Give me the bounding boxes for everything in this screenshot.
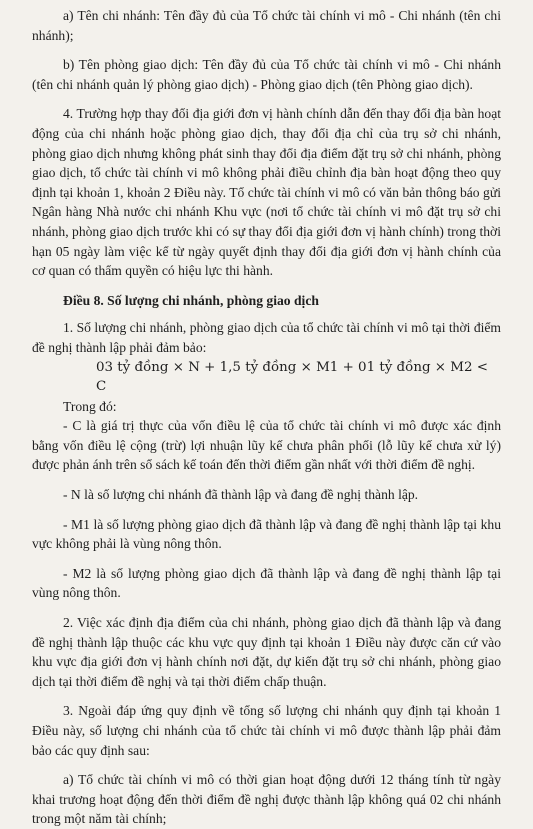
definition-c: - C là giá trị thực của vốn điều lệ của tổ chức tài chính vi mô được xác định bằng vốn điều lệ cộng (trừ) lợi nhuận lũy kế chưa phân phối (lỗ lũy kế chưa xử lý) được phản ánh trên sổ sách kế toán đến thời điểm gần nhất với thời điểm đề nghị. bbox=[32, 418, 501, 473]
paragraph-clause-1-intro: 1. Số lượng chi nhánh, phòng giao dịch của tổ chức tài chính vi mô tại thời điểm đề nghị thành lập phải đảm bảo: bbox=[32, 320, 501, 355]
paragraph-clause-3a: a) Tổ chức tài chính vi mô có thời gian hoạt động dưới 12 tháng tính từ ngày khai trương hoạt động đến thời điểm đề nghị được thành lập không quá 02 chi nhánh trong một năm tài chính; bbox=[32, 772, 501, 827]
paragraph-branch-name: a) Tên chi nhánh: Tên đầy đủ của Tổ chức tài chính vi mô - Chi nhánh (tên chi nhánh); bbox=[32, 8, 501, 43]
definition-m1: - M1 là số lượng phòng giao dịch đã thành lập và đang đề nghị thành lập tại khu vực không phải là vùng nông thôn. bbox=[32, 516, 501, 552]
definition-m2: - M2 là số lượng phòng giao dịch đã thành lập và đang đề nghị thành lập tại vùng nông thôn. bbox=[32, 565, 501, 601]
paragraph-clause-2: 2. Việc xác định địa điểm của chi nhánh, phòng giao dịch đã thành lập và đang đề nghị thành lập thuộc các khu vực quy định tại khoản 1 Điều này được căn cứ vào khu vực địa giới đơn vị hành chính nơi đặt, dự kiến đặt trụ sở chi nhánh, phòng giao dịch tại thời điểm đề nghị và tại thời điểm chấp thuận. bbox=[32, 615, 501, 689]
paragraph-transaction-office-name: b) Tên phòng giao dịch: Tên đầy đủ của Tổ chức tài chính vi mô - Chi nhánh (tên chi nhánh quản lý phòng giao dịch) - Phòng giao dịch (tên Phòng giao dịch). bbox=[32, 57, 501, 92]
where-label: Trong đó: bbox=[63, 398, 117, 414]
definition-n: - N là số lượng chi nhánh đã thành lập và đang đề nghị thành lập. bbox=[63, 487, 419, 503]
capital-formula: 03 tỷ đồng × N + 1,5 tỷ đồng × M1 + 01 tỷ đồng × M2 < C bbox=[96, 359, 488, 395]
article-heading: Điều 8. Số lượng chi nhánh, phòng giao dịch bbox=[63, 292, 319, 308]
paragraph-clause-4: 4. Trường hợp thay đổi địa giới đơn vị hành chính dẫn đến thay đổi địa bàn hoạt động của chi nhánh hoặc phòng giao dịch, thay đổi địa chỉ của trụ sở chi nhánh, phòng giao dịch nhưng không phát sinh thay đổi địa điểm đặt trụ sở chi nhánh, phòng giao dịch, tổ chức tài chính vi mô không phải điều chỉnh địa bàn hoạt động theo quy định tại khoản 1, khoản 2 Điều này. Tổ chức tài chính vi mô có văn bản thông báo gửi Ngân hàng Nhà nước chi nhánh Khu vực (nơi tổ chức tài chính vi mô đặt trụ sở chi nhánh, phòng giao dịch trước khi có sự thay đổi địa giới đơn vị hành chính) trong thời hạn 05 ngày làm việc kể từ ngày quyết định thay đổi địa giới đơn vị hành chính của cơ quan có thẩm quyền có hiệu lực thi hành. bbox=[32, 106, 501, 279]
paragraph-clause-3: 3. Ngoài đáp ứng quy định về tổng số lượng chi nhánh quy định tại khoản 1 Điều này, số lượng chi nhánh của tổ chức tài chính vi mô được thành lập phải đảm bảo các quy định sau: bbox=[32, 703, 501, 758]
